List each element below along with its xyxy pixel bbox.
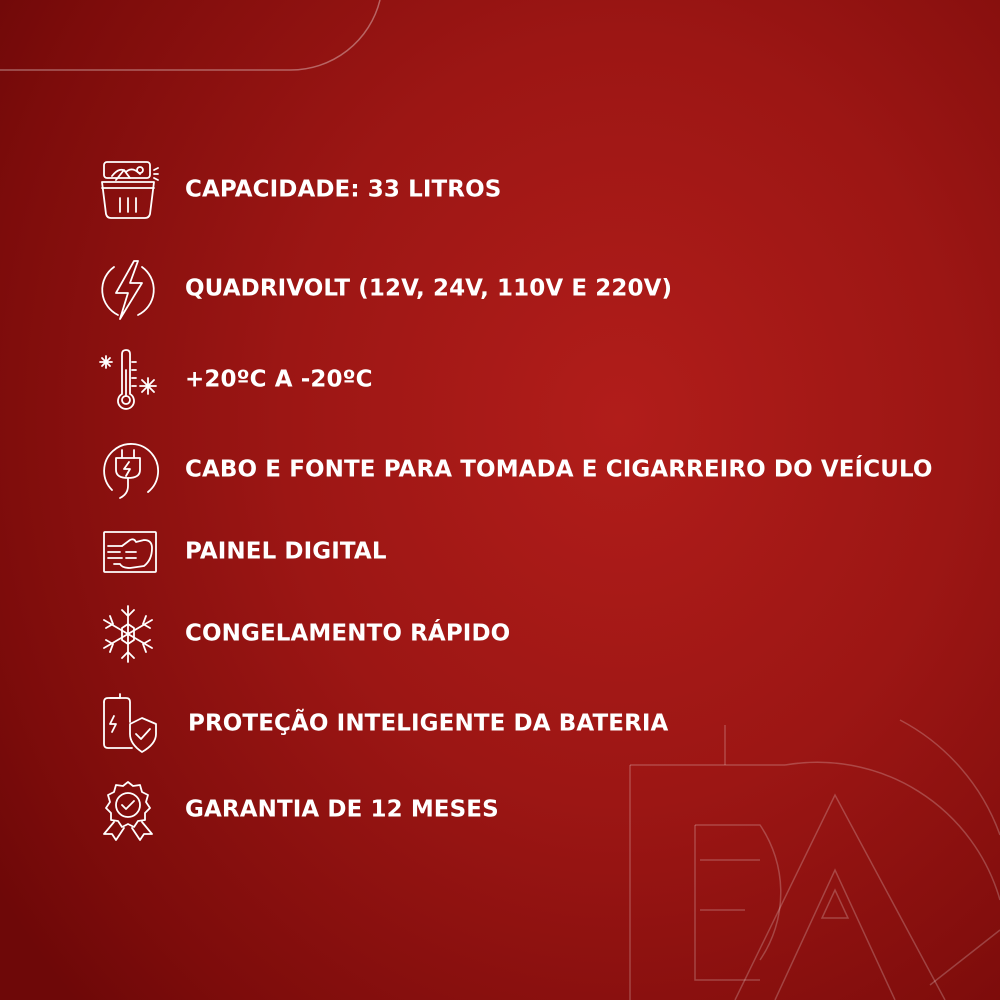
feature-warranty-label: GARANTIA DE 12 MESES — [185, 796, 499, 823]
feature-voltage-label: QUADRIVOLT (12V, 24V, 110V E 220V) — [185, 275, 673, 302]
feature-voltage — [96, 257, 976, 321]
thermometer-snowflake-icon — [96, 348, 160, 412]
feature-battery-protection-label: PROTEÇÃO INTELIGENTE DA BATERIA — [188, 710, 669, 737]
feature-temperature-label: +20ºC A -20ºC — [185, 366, 373, 393]
feature-fast-freezing — [96, 602, 976, 666]
feature-digital-panel — [96, 520, 976, 584]
feature-power-cable — [96, 438, 976, 502]
lightning-bolt-icon — [96, 257, 160, 321]
feature-warranty — [96, 778, 976, 842]
warranty-badge-icon — [96, 778, 160, 842]
feature-capacity-label: CAPACIDADE: 33 LITROS — [185, 176, 502, 203]
feature-temperature — [96, 348, 976, 412]
battery-shield-icon — [96, 692, 160, 756]
digital-panel-hand-icon — [96, 520, 160, 584]
feature-power-cable-label: CABO E FONTE PARA TOMADA E CIGARREIRO DO VEÍCULO — [185, 456, 933, 483]
feature-battery-protection — [96, 692, 976, 756]
power-plug-icon — [96, 438, 160, 502]
cooler-box-icon — [96, 158, 160, 222]
feature-digital-panel-label: PAINEL DIGITAL — [185, 538, 387, 565]
feature-fast-freezing-label: CONGELAMENTO RÁPIDO — [185, 620, 511, 647]
feature-capacity — [96, 158, 976, 222]
snowflake-icon — [96, 602, 160, 666]
